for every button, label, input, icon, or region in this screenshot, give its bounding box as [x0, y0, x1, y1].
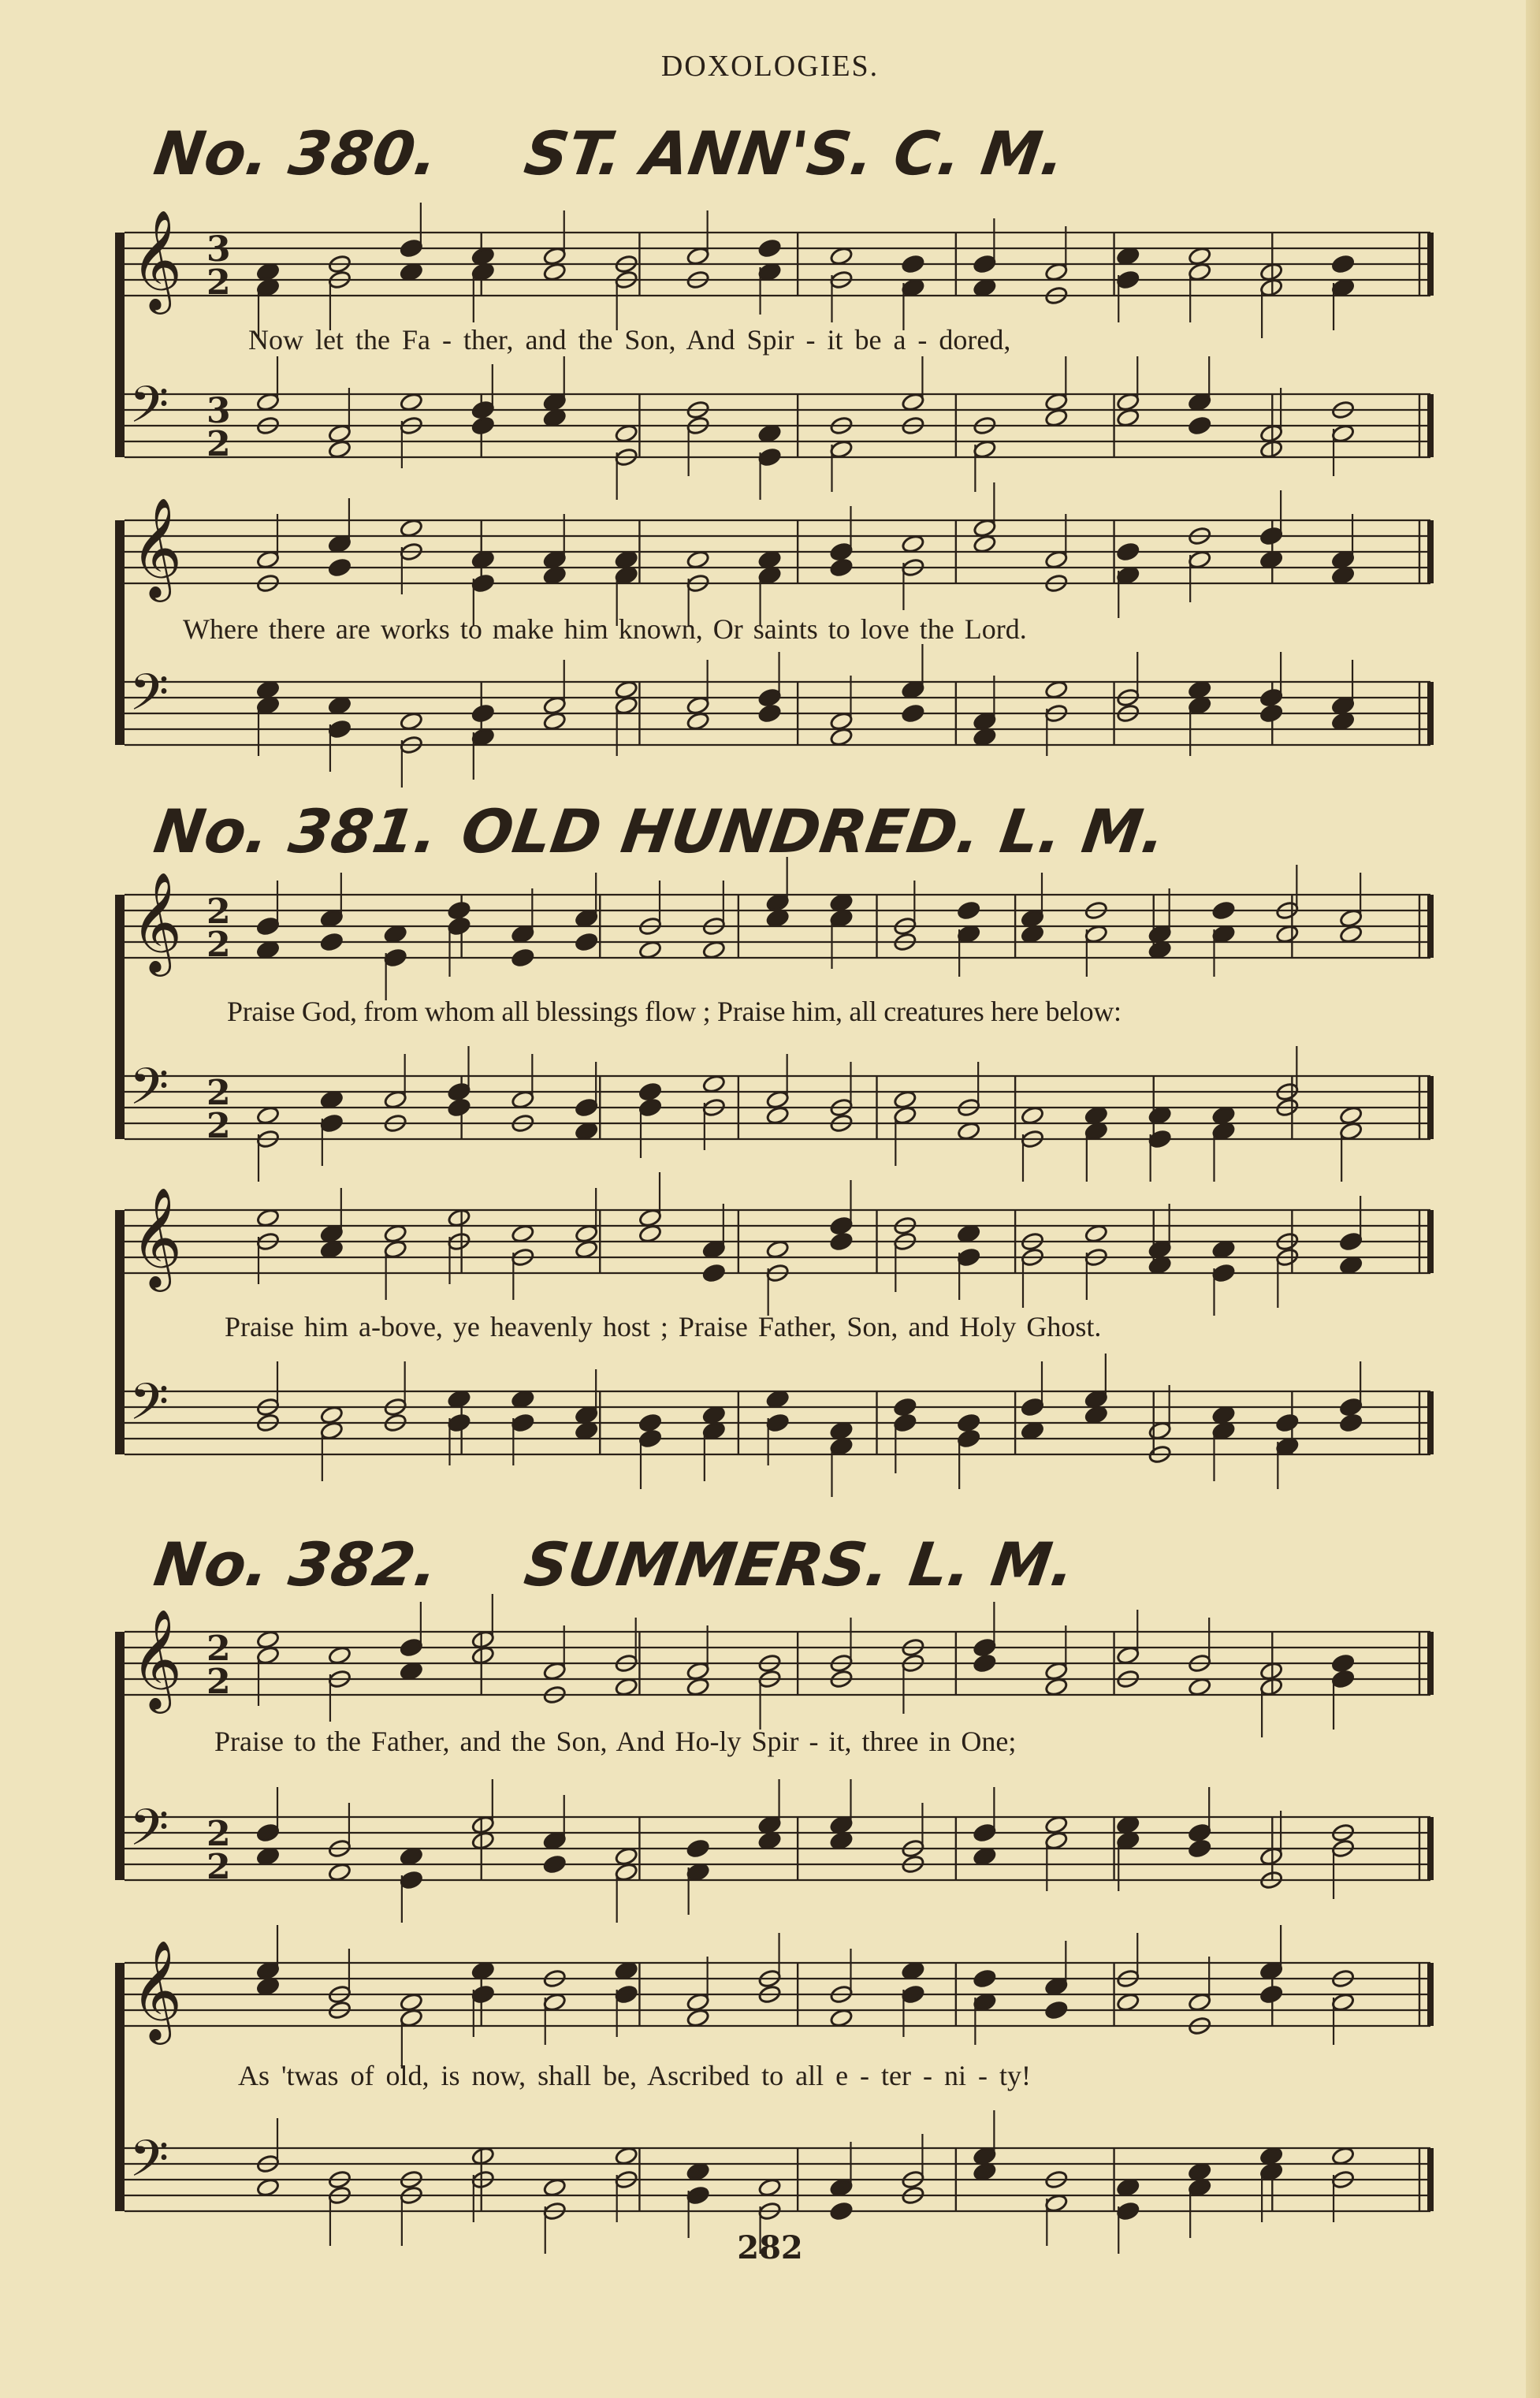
note-head [400, 238, 423, 259]
note-head [901, 1984, 924, 2005]
note-head [893, 1397, 917, 1417]
note-head [638, 1097, 662, 1118]
note-head [447, 916, 471, 936]
note-head [256, 916, 280, 936]
lyric-line: Praise him a-bove, ye heavenly host ; Praise Father, Son, and Holy Ghost. [225, 1311, 1102, 1342]
note-head [1116, 2201, 1140, 2221]
bass-clef-icon: 𝄢 [129, 1058, 169, 1129]
treble-clef-icon: 𝄞 [131, 871, 183, 972]
lyric-line: Praise God, from whom all blessings flow ; Praise him, all creatures here below: [227, 996, 1122, 1027]
treble-clef-icon: 𝄞 [131, 1608, 183, 1709]
note-head [829, 1231, 853, 1252]
note-head [973, 254, 996, 274]
note-head [829, 2201, 853, 2221]
lyric-line: Praise to the Father, and the Son, And Ho-ly Spir - it, three in One; [214, 1726, 1017, 1757]
note-head [973, 1968, 996, 1989]
note-head [686, 2185, 709, 2206]
note-head [1211, 900, 1235, 921]
note-head [1339, 1231, 1363, 1252]
note-head [957, 900, 980, 921]
note-head [957, 1428, 980, 1449]
note-head [1275, 1413, 1299, 1433]
note-head [1211, 1263, 1235, 1283]
hymn-number: No. 381. [150, 796, 443, 866]
hymn-number: No. 382. [150, 1529, 443, 1599]
note-head [757, 703, 781, 724]
note-head [543, 1854, 567, 1875]
note-head [400, 1637, 423, 1658]
note-head [686, 1838, 709, 1859]
time-signature: 2 [206, 1814, 231, 1854]
treble-clef-icon: 𝄞 [131, 497, 183, 598]
note-head [1339, 1413, 1363, 1433]
note-head [1044, 2000, 1068, 2020]
note-head [957, 1413, 980, 1433]
note-head [511, 948, 534, 968]
note-head [471, 703, 495, 724]
note-head [447, 1097, 471, 1118]
hymn-title: SUMMERS. L. M. [520, 1529, 1080, 1599]
note-head [1116, 542, 1140, 562]
page-header: DOXOLOGIES. [660, 50, 880, 83]
note-head [256, 1823, 280, 1843]
lyric-line: As 'twas of old, is now, shall be, Ascribed to all e - ter - ni - ty! [238, 2060, 1031, 2091]
note-head [973, 1653, 996, 1674]
time-signature: 3 [206, 229, 231, 270]
lyric-line: Where there are works to make him known, Or saints to love the Lord. [183, 613, 1027, 645]
bass-clef-icon: 𝄢 [129, 1799, 169, 1870]
note-head [829, 542, 853, 562]
treble-clef-icon: 𝄞 [131, 1186, 183, 1287]
note-head [638, 1413, 662, 1433]
time-signature: 2 [206, 263, 231, 303]
note-head [447, 1082, 471, 1102]
note-head [575, 1097, 598, 1118]
note-head [320, 1113, 344, 1134]
bass-clef-icon: 𝄢 [129, 664, 169, 735]
note-head [1116, 270, 1140, 290]
time-signature: 2 [206, 892, 231, 932]
note-head [973, 1637, 996, 1658]
note-head [1188, 1823, 1211, 1843]
note-head [614, 1984, 638, 2005]
note-head [511, 1413, 534, 1433]
note-head [829, 1216, 853, 1236]
time-signature: 2 [206, 424, 231, 464]
note-head [1259, 687, 1283, 708]
note-head [471, 415, 495, 436]
hymn-title: ST. ANN'S. C. M. [520, 118, 1069, 188]
note-head [328, 719, 352, 739]
note-head [575, 932, 598, 952]
note-head [400, 1870, 423, 1890]
note-head [1331, 1669, 1355, 1689]
note-head [447, 1413, 471, 1433]
note-head [901, 703, 924, 724]
note-head [757, 447, 781, 467]
note-head [1148, 1129, 1171, 1149]
note-head [471, 1984, 495, 2005]
note-head [973, 1823, 996, 1843]
note-head [638, 1082, 662, 1102]
note-head [320, 932, 344, 952]
note-head [1021, 1397, 1044, 1417]
hymn-number: No. 380. [150, 118, 443, 188]
note-head [1259, 703, 1283, 724]
note-head [1339, 1397, 1363, 1417]
treble-clef-icon: 𝄞 [131, 209, 183, 310]
note-head [471, 573, 495, 594]
treble-clef-icon: 𝄞 [131, 1939, 183, 2040]
note-head [638, 1428, 662, 1449]
note-head [765, 1413, 789, 1433]
bass-clef-icon: 𝄢 [129, 1373, 169, 1444]
time-signature: 2 [206, 1629, 231, 1669]
note-head [1188, 1838, 1211, 1859]
note-head [893, 1413, 917, 1433]
note-head [1259, 1984, 1283, 2005]
note-head [1331, 1653, 1355, 1674]
note-head [957, 1247, 980, 1268]
page-number: 282 [737, 2229, 803, 2266]
hymn-title: OLD HUNDRED. L. M. [457, 796, 1170, 866]
lyric-line: Now let the Fa - ther, and the Son, And Spir - it be a - dored, [248, 324, 1011, 356]
bass-clef-icon: 𝄢 [129, 376, 169, 447]
note-head [702, 1263, 726, 1283]
time-signature: 3 [206, 391, 231, 431]
note-head [757, 687, 781, 708]
note-head [757, 238, 781, 259]
note-head [447, 900, 471, 921]
time-signature: 2 [206, 925, 231, 965]
note-head [1188, 415, 1211, 436]
time-signature: 2 [206, 1106, 231, 1146]
note-head [383, 948, 407, 968]
time-signature: 2 [206, 1847, 231, 1887]
note-head [1259, 526, 1283, 546]
note-head [1331, 254, 1355, 274]
time-signature: 2 [206, 1662, 231, 1702]
note-head [829, 557, 853, 578]
note-head [901, 254, 924, 274]
note-head [328, 557, 352, 578]
bass-clef-icon: 𝄢 [129, 2130, 169, 2201]
note-head [471, 400, 495, 420]
time-signature: 2 [206, 1073, 231, 1113]
